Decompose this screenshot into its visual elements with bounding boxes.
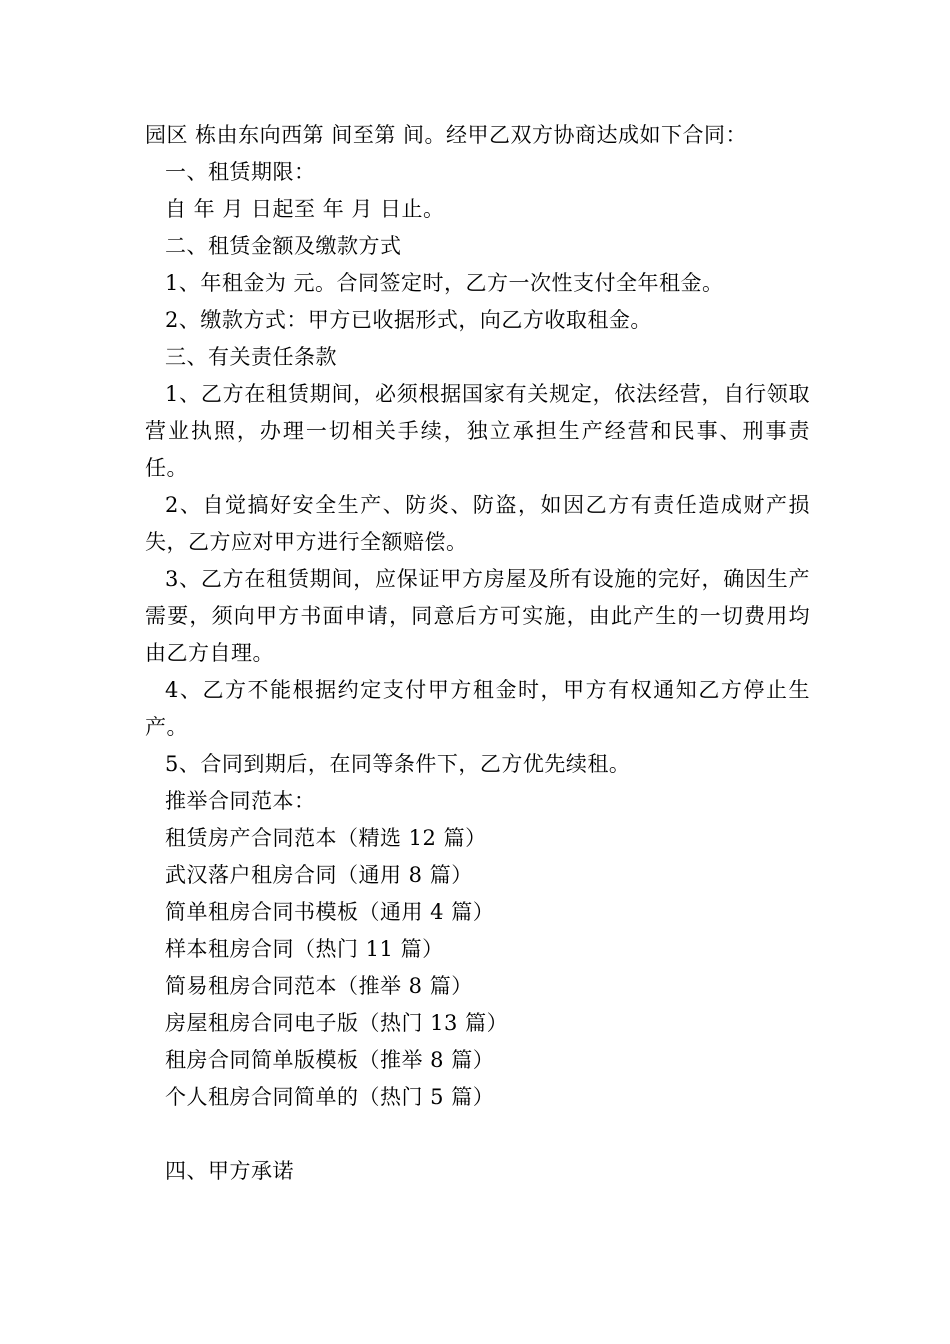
paragraph-annual-rent: 1、年租金为 元。合同签定时，乙方一次性支付全年租金。	[165, 271, 724, 295]
section-heading-party-a-commitment: 四、甲方承诺	[165, 1159, 294, 1183]
section-heading-rent-payment: 二、租赁金额及缴款方式	[165, 234, 402, 258]
recommended-template-link[interactable]: 武汉落户租房合同（通用 8 篇）	[165, 863, 473, 887]
recommended-template-link[interactable]: 样本租房合同（热门 11 篇）	[165, 937, 444, 961]
paragraph-clause-2: 2、自觉搞好安全生产、防炎、防盗，如因乙方有责任造成财产损失，乙方应对甲方进行全额赔偿。	[145, 493, 810, 554]
paragraph-clause-4: 4、乙方不能根据约定支付甲方租金时，甲方有权通知乙方停止生产。	[145, 678, 810, 739]
recommended-template-link[interactable]: 简易租房合同范本（推举 8 篇）	[165, 974, 473, 998]
recommended-template-link[interactable]: 租房合同简单版模板（推举 8 篇）	[165, 1048, 495, 1072]
document-page	[145, 117, 810, 1190]
recommended-templates-heading: 推举合同范本：	[165, 789, 316, 813]
recommended-template-link[interactable]: 简单租房合同书模板（通用 4 篇）	[165, 900, 495, 924]
blank-line	[145, 1116, 810, 1153]
paragraph-payment-method: 2、缴款方式：甲方已收据形式，向乙方收取租金。	[165, 308, 652, 332]
section-heading-lease-term: 一、租赁期限：	[165, 160, 316, 184]
recommended-template-link[interactable]: 个人租房合同简单的（热门 5 篇）	[165, 1085, 495, 1109]
paragraph-clause-3: 3、乙方在租赁期间，应保证甲方房屋及所有设施的完好，确因生产需要，须向甲方书面申请，同意后方可实施，由此产生的一切费用均由乙方自理。	[145, 567, 810, 665]
section-heading-responsibilities: 三、有关责任条款	[165, 345, 337, 369]
paragraph-lease-dates: 自 年 月 日起至 年 月 日止。	[165, 197, 445, 221]
paragraph-clause-1: 1、乙方在租赁期间，必须根据国家有关规定，依法经营，自行领取营业执照，办理一切相关手续，独立承担生产经营和民事、刑事责任。	[145, 382, 810, 480]
recommended-template-link[interactable]: 租赁房产合同范本（精选 12 篇）	[165, 826, 487, 850]
recommended-template-link[interactable]: 房屋租房合同电子版（热门 13 篇）	[165, 1011, 509, 1035]
paragraph-clause-5: 5、合同到期后，在同等条件下，乙方优先续租。	[165, 752, 631, 776]
paragraph-intro: 园区 栋由东向西第 间至第 间。经甲乙双方协商达成如下合同：	[145, 123, 748, 147]
